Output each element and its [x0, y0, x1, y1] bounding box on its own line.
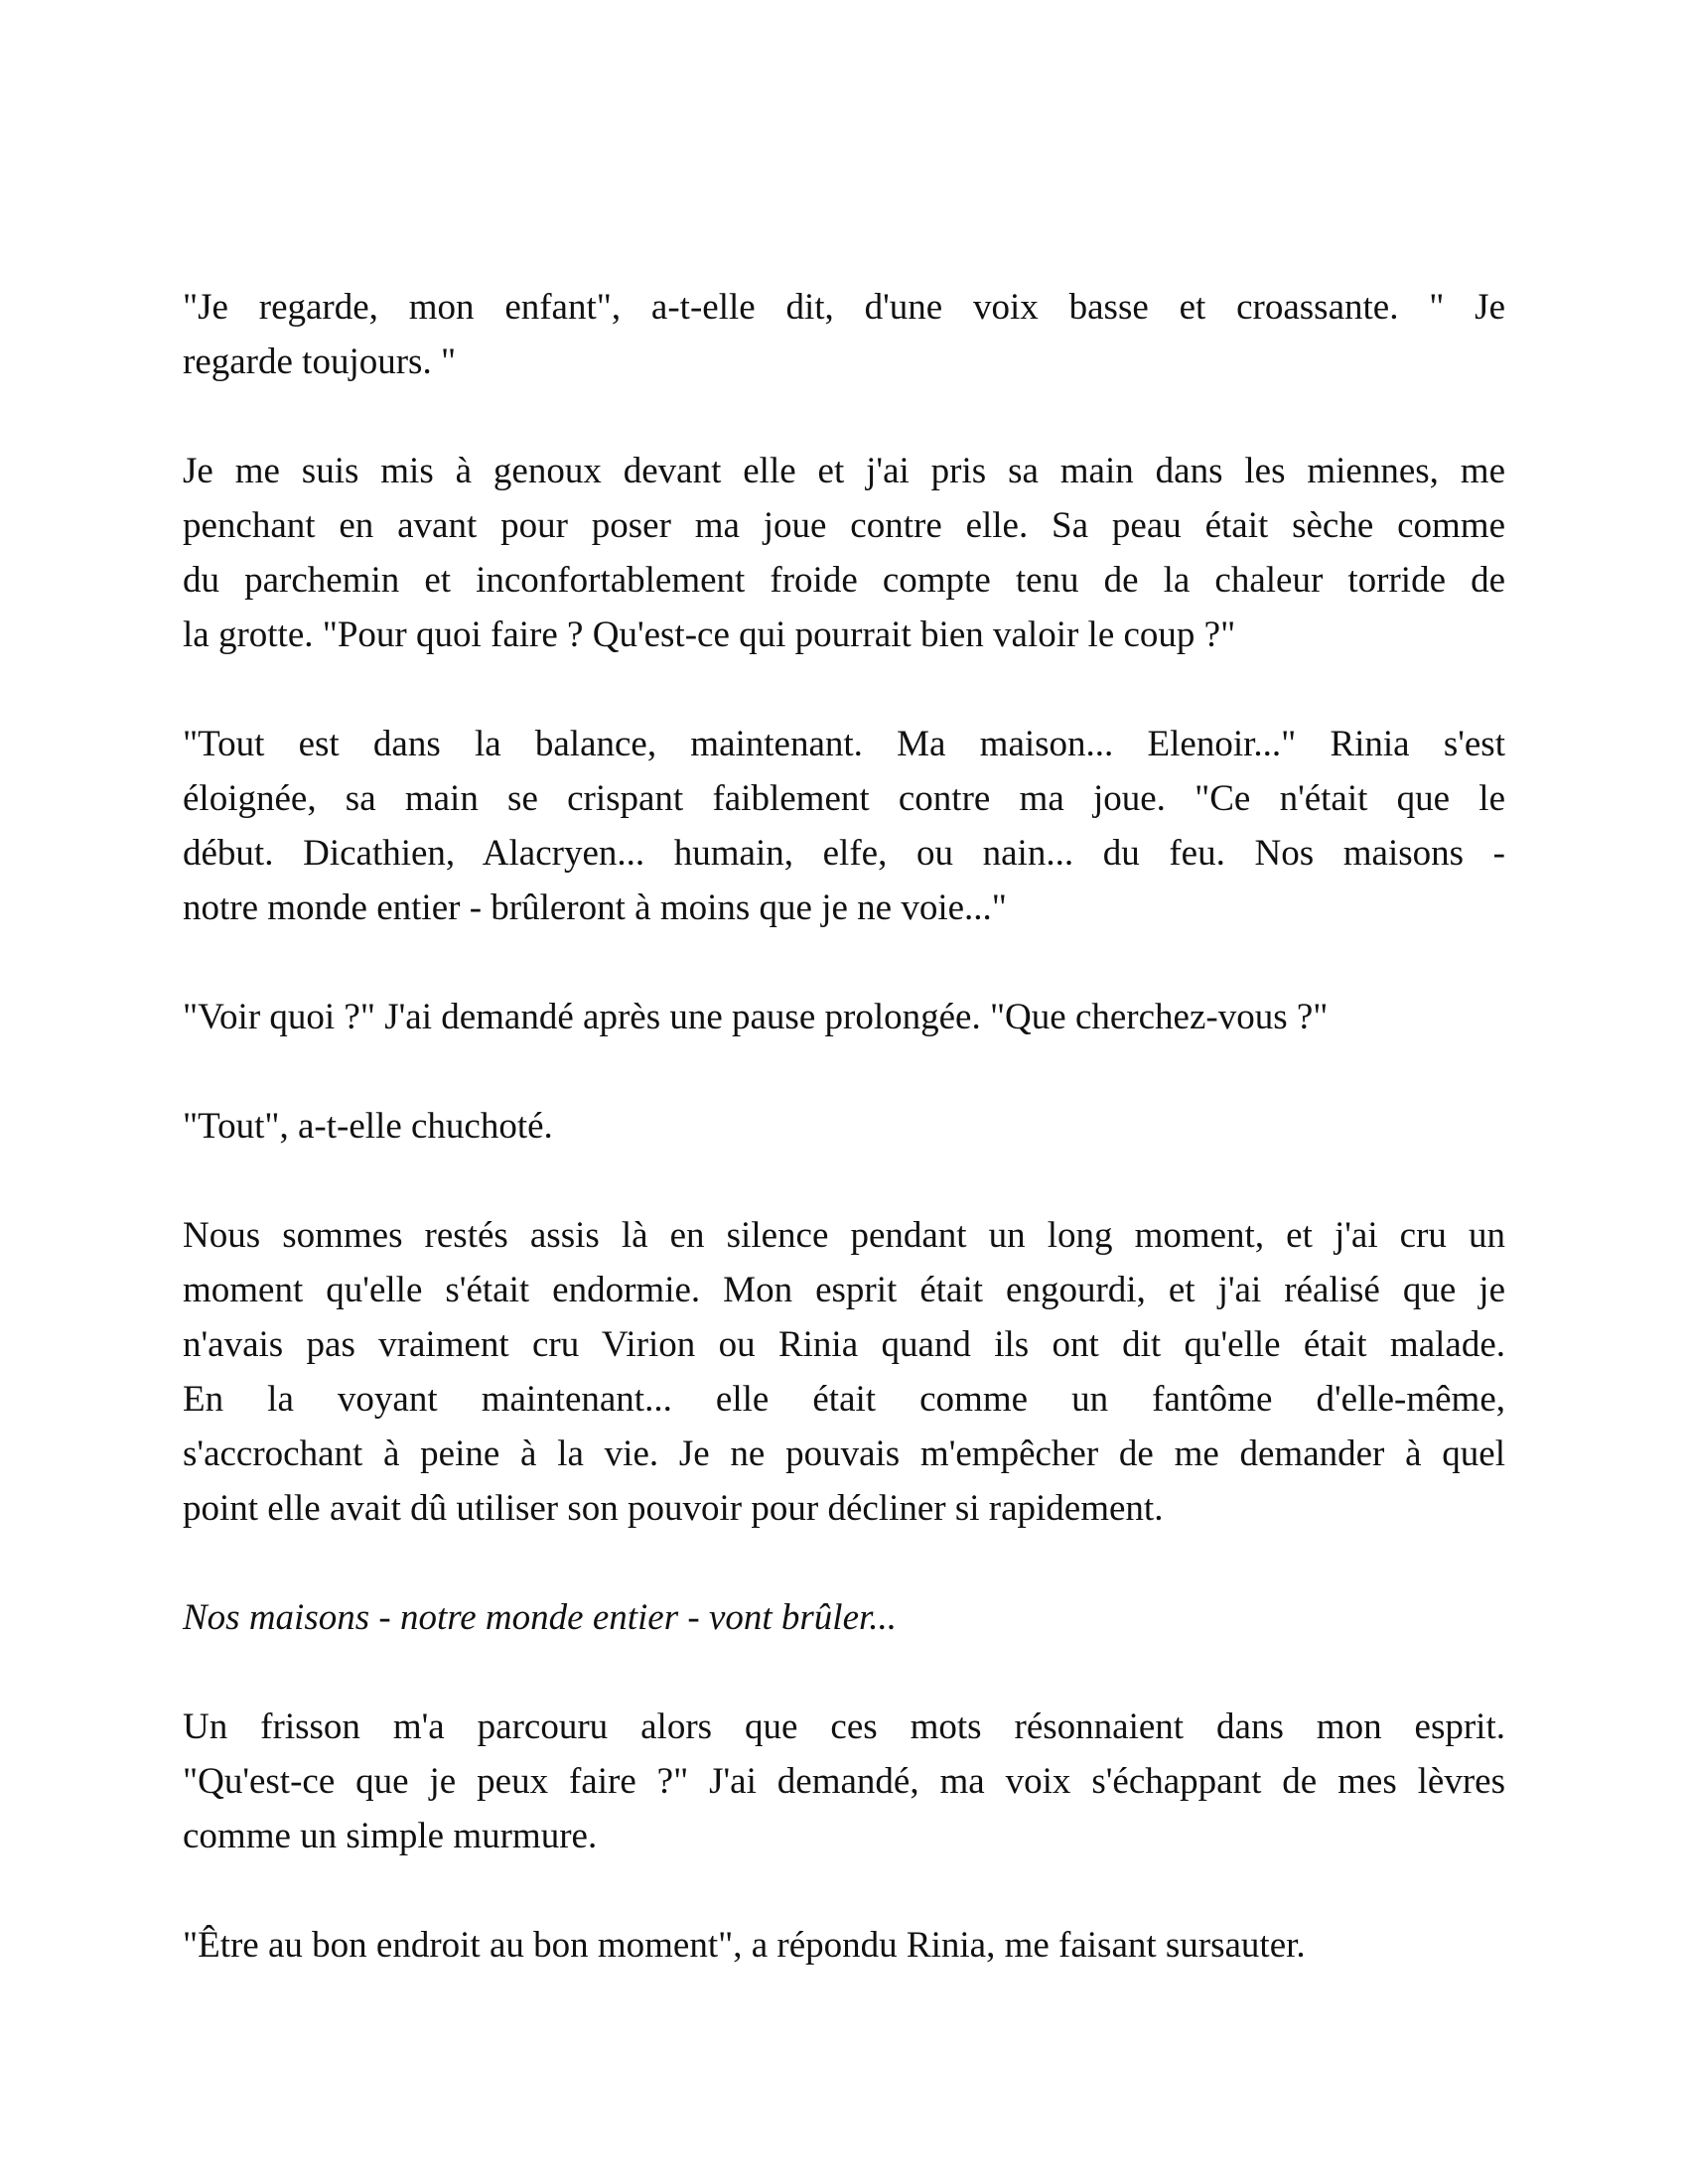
- text-line: Nous sommes restés assis là en silence pendant un long moment, et j'ai cru un: [183, 1215, 1505, 1256]
- paragraph: [183, 990, 1505, 1044]
- text-line: Je me suis mis à genoux devant elle et j'ai pris sa main dans les miennes, me: [183, 451, 1505, 491]
- text-line: penchant en avant pour poser ma joue contre elle. Sa peau était sèche comme: [183, 505, 1505, 546]
- italic-paragraph: [183, 1590, 1505, 1645]
- paragraph: [183, 280, 1505, 389]
- text-line: éloignée, sa main se crispant faiblement contre ma joue. "Ce n'était que le: [183, 778, 1505, 819]
- paragraph: [183, 717, 1505, 935]
- text-line: notre monde entier - brûleront à moins que je ne voie...": [183, 887, 1007, 928]
- text-line: début. Dicathien, Alacryen... humain, elfe, ou nain... du feu. Nos maisons -: [183, 833, 1505, 874]
- text-line: comme un simple murmure.: [183, 1816, 598, 1856]
- text-line: moment qu'elle s'était endormie. Mon esprit était engourdi, et j'ai réalisé que je: [183, 1270, 1505, 1310]
- text-line: regarde toujours. ": [183, 341, 457, 382]
- text-line: du parchemin et inconfortablement froide compte tenu de la chaleur torride de: [183, 560, 1505, 601]
- text-line: Un frisson m'a parcouru alors que ces mots résonnaient dans mon esprit.: [183, 1706, 1505, 1747]
- text-line: "Je regarde, mon enfant", a-t-elle dit, d'une voix basse et croassante. " Je: [183, 287, 1505, 328]
- paragraph: [183, 1700, 1505, 1863]
- document-body: [183, 280, 1505, 2027]
- text-line: "Voir quoi ?" J'ai demandé après une pause prolongée. "Que cherchez-vous ?": [183, 997, 1329, 1037]
- text-line: Nos maisons - notre monde entier - vont brûler...: [183, 1597, 898, 1638]
- paragraph: [183, 1099, 1505, 1154]
- text-line: En la voyant maintenant... elle était comme un fantôme d'elle-même,: [183, 1379, 1505, 1420]
- text-line: "Être au bon endroit au bon moment", a répondu Rinia, me faisant sursauter.: [183, 1925, 1306, 1966]
- text-line: la grotte. "Pour quoi faire ? Qu'est-ce qui pourrait bien valoir le coup ?": [183, 614, 1236, 655]
- text-line: s'accrochant à peine à la vie. Je ne pouvais m'empêcher de me demander à quel: [183, 1433, 1505, 1474]
- text-line: n'avais pas vraiment cru Virion ou Rinia quand ils ont dit qu'elle était malade.: [183, 1324, 1505, 1365]
- text-line: "Tout est dans la balance, maintenant. Ma maison... Elenoir..." Rinia s'est: [183, 724, 1505, 764]
- paragraph: [183, 444, 1505, 662]
- text-line: "Tout", a-t-elle chuchoté.: [183, 1106, 553, 1147]
- text-line: "Qu'est-ce que je peux faire ?" J'ai demandé, ma voix s'échappant de mes lèvres: [183, 1761, 1505, 1802]
- text-line: point elle avait dû utiliser son pouvoir pour décliner si rapidement.: [183, 1488, 1164, 1529]
- paragraph: [183, 1918, 1505, 1973]
- paragraph: [183, 1208, 1505, 1536]
